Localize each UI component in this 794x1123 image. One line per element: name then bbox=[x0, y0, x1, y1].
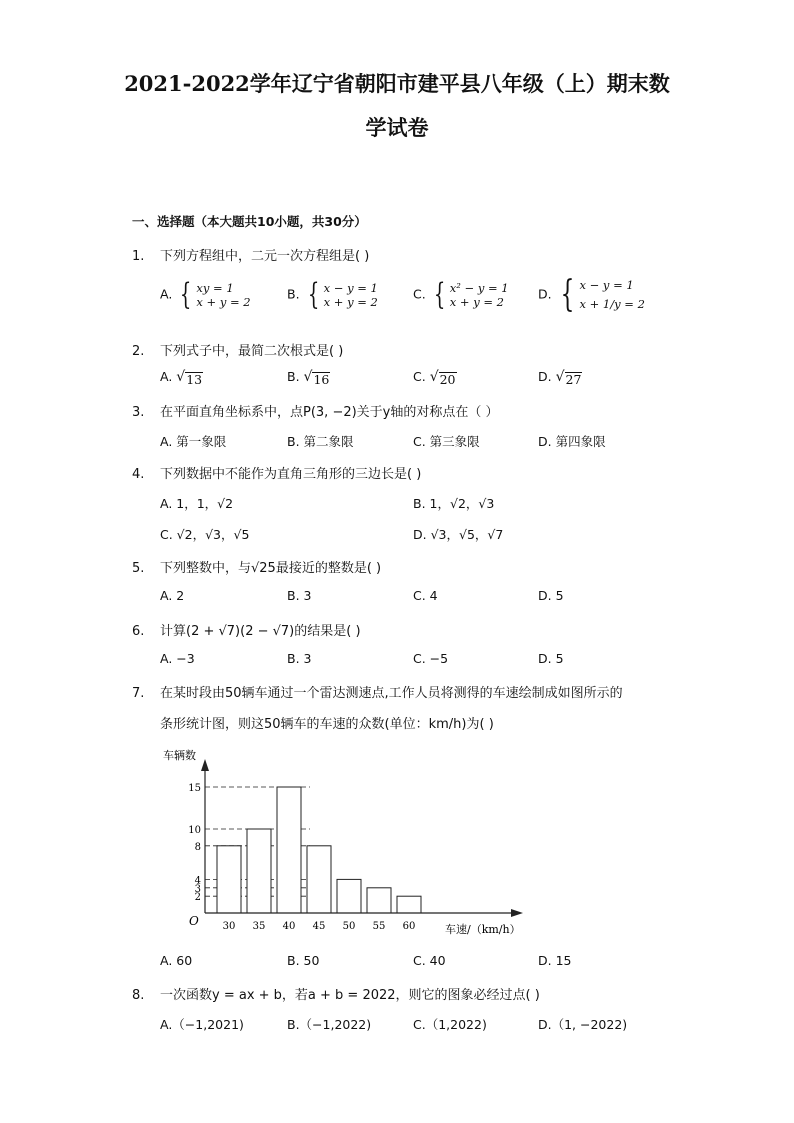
y-axis-title: 车辆数 bbox=[163, 749, 196, 762]
x-tick-label-60: 60 bbox=[402, 921, 416, 932]
question-number: 5. bbox=[132, 561, 145, 576]
q8-option-d[interactable]: D.（1, −2022) bbox=[538, 1017, 628, 1032]
question-text: 下列式子中，最简二次根式是( ) bbox=[160, 344, 344, 359]
q2-option-c[interactable]: C. √ 20 bbox=[413, 369, 456, 387]
question-3 bbox=[132, 401, 499, 420]
question-text-line-1: 在某时段由50辆车通过一个雷达测速点,工作人员将测得的车速绘制成如图所示的 bbox=[160, 686, 623, 701]
question-text: 计算(2 + √7)(2 − √7)的结果是( ) bbox=[160, 624, 361, 639]
q1-option-b[interactable]: B. { x − y = 1 x + y = 2 bbox=[287, 277, 378, 312]
y-tick-label-8: 8 bbox=[194, 841, 201, 853]
question-text: 下列方程组中，二元一次方程组是( ) bbox=[160, 249, 370, 264]
question-text: 一次函数y = ax + b，若a + b = 2022，则它的图象必经过点( ) bbox=[160, 988, 540, 1003]
y-tick-label-4: 4 bbox=[194, 875, 201, 887]
x-axis-arrow bbox=[511, 909, 523, 917]
question-number: 1. bbox=[132, 249, 145, 264]
question-number: 6. bbox=[132, 624, 145, 639]
q2-option-a[interactable]: A. √ 13 bbox=[160, 369, 203, 387]
q5-option-a[interactable]: A. 2 bbox=[160, 588, 185, 603]
question-number: 4. bbox=[132, 467, 145, 482]
question-7-line-2: 条形统计图，则这50辆车的车速的众数(单位：km/h)为( ) bbox=[160, 717, 494, 732]
q8-option-b[interactable]: B.（−1,2022) bbox=[287, 1017, 372, 1032]
x-tick-label-50: 50 bbox=[342, 921, 356, 932]
q5-option-d[interactable]: D. 5 bbox=[538, 588, 564, 603]
q6-option-a[interactable]: A. −3 bbox=[160, 651, 195, 666]
title-line-2: 学试卷 bbox=[365, 115, 429, 140]
question-number: 8. bbox=[132, 988, 145, 1003]
q1-option-d[interactable]: D. { x − y = 1 x + 1/y = 2 bbox=[538, 274, 645, 315]
x-tick-label-40: 40 bbox=[282, 921, 296, 932]
question-7 bbox=[132, 682, 623, 701]
q6-option-b[interactable]: B. 3 bbox=[287, 651, 312, 666]
q1-option-a[interactable]: A. { xy = 1 x + y = 2 bbox=[160, 277, 251, 312]
q4-option-d[interactable]: D. √3，√5，√7 bbox=[413, 527, 504, 542]
q8-option-a[interactable]: A.（−1,2021) bbox=[160, 1017, 244, 1032]
q7-option-b[interactable]: B. 50 bbox=[287, 953, 320, 968]
q6-option-c[interactable]: C. −5 bbox=[413, 651, 449, 666]
x-tick-label-55: 55 bbox=[372, 921, 386, 932]
title-line-1: 2021-2022学年辽宁省朝阳市建平县八年级（上）期末数 bbox=[124, 71, 670, 96]
q3-option-d[interactable]: D. 第四象限 bbox=[538, 434, 606, 449]
x-tick-label-45: 45 bbox=[312, 921, 326, 932]
x-tick-label-30: 30 bbox=[222, 921, 236, 932]
question-8 bbox=[132, 984, 540, 1003]
q2-option-d[interactable]: D. √ 27 bbox=[538, 369, 582, 387]
y-axis-arrow bbox=[201, 759, 209, 771]
bar-55 bbox=[367, 888, 391, 913]
x-tick-label-35: 35 bbox=[252, 921, 266, 932]
bar-35 bbox=[247, 829, 271, 913]
y-tick-label-15: 15 bbox=[188, 783, 201, 794]
q3-option-a[interactable]: A. 第一象限 bbox=[160, 434, 227, 449]
question-text: 下列数据中不能作为直角三角形的三边长是( ) bbox=[160, 467, 422, 482]
question-text: 在平面直角坐标系中，点P(3, −2)关于y轴的对称点在（ ） bbox=[160, 405, 499, 420]
bar-40 bbox=[277, 787, 301, 913]
q1-option-c[interactable]: C. { x² − y = 1 x + y = 2 bbox=[413, 277, 509, 312]
x-axis-title: 车速/（km/h） bbox=[445, 923, 521, 936]
q4-option-a[interactable]: A. 1，1，√2 bbox=[160, 496, 234, 511]
bar-60 bbox=[397, 896, 421, 913]
question-text: 下列整数中，与√25最接近的整数是( ) bbox=[160, 561, 382, 576]
q2-option-b[interactable]: B. √ 16 bbox=[287, 369, 330, 387]
q7-option-d[interactable]: D. 15 bbox=[538, 953, 572, 968]
question-number: 3. bbox=[132, 405, 145, 420]
question-number: 2. bbox=[132, 344, 145, 359]
q4-option-b[interactable]: B. 1，√2，√3 bbox=[413, 496, 495, 511]
section-heading: 一、选择题（本大题共10小题，共30分） bbox=[132, 214, 367, 229]
bar-chart bbox=[160, 745, 530, 940]
question-number: 7. bbox=[132, 686, 145, 701]
question-1 bbox=[132, 245, 369, 264]
question-4 bbox=[132, 463, 421, 482]
q6-option-d[interactable]: D. 5 bbox=[538, 651, 564, 666]
q7-option-a[interactable]: A. 60 bbox=[160, 953, 193, 968]
origin-label: O bbox=[189, 914, 199, 928]
q3-option-b[interactable]: B. 第二象限 bbox=[287, 434, 354, 449]
y-tick-label-2: 2 bbox=[194, 892, 201, 904]
q3-option-c[interactable]: C. 第三象限 bbox=[413, 434, 480, 449]
q7-option-c[interactable]: C. 40 bbox=[413, 953, 446, 968]
q5-option-b[interactable]: B. 3 bbox=[287, 588, 312, 603]
question-6 bbox=[132, 620, 361, 639]
bar-45 bbox=[307, 846, 331, 913]
q4-option-c[interactable]: C. √2，√3，√5 bbox=[160, 527, 250, 542]
question-2 bbox=[132, 340, 343, 359]
bar-50 bbox=[337, 879, 361, 913]
y-tick-label-3: 3 bbox=[194, 883, 201, 895]
bar-30 bbox=[217, 846, 241, 913]
q8-option-c[interactable]: C.（1,2022) bbox=[413, 1017, 487, 1032]
question-5 bbox=[132, 557, 381, 576]
q5-option-c[interactable]: C. 4 bbox=[413, 588, 438, 603]
y-tick-label-10: 10 bbox=[188, 825, 201, 836]
